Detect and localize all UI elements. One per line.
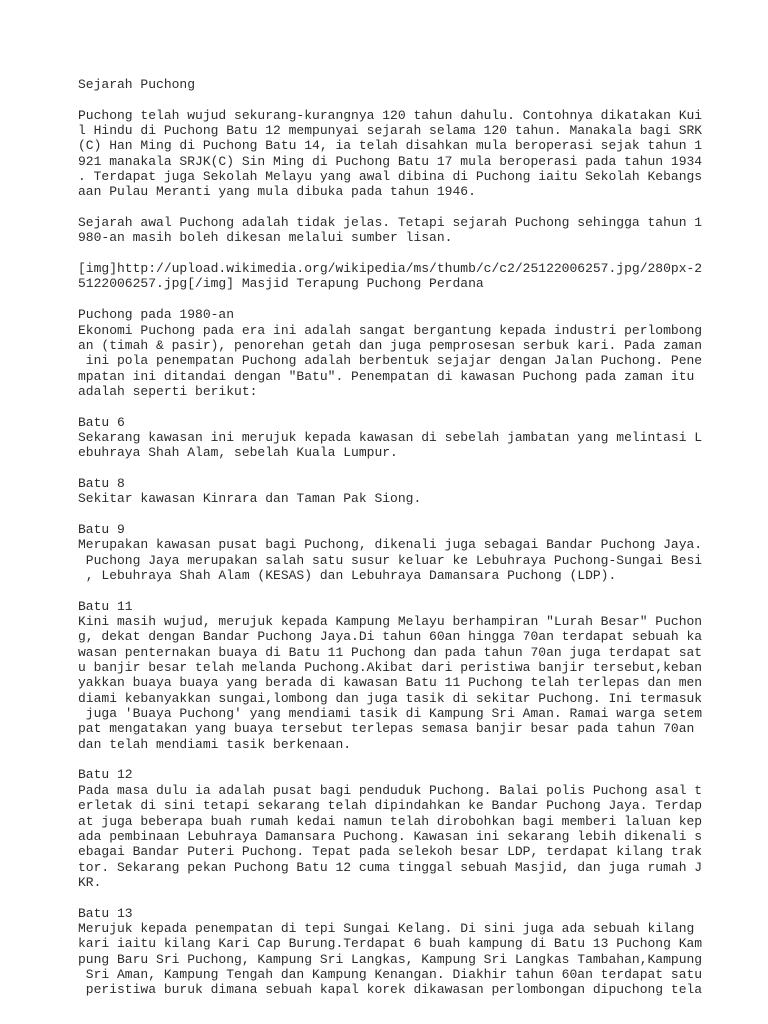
text-line: erletak di sini tetapi sekarang telah dipindahkan ke Bandar Puchong Jaya. Terdap <box>78 798 703 814</box>
text-line: Batu 8 <box>78 475 125 491</box>
text-line: pat mengatakan yang buaya tersebut terlepas semasa banjir besar pada tahun 70an <box>78 721 695 737</box>
text-line: kari iaitu kilang Kari Cap Burung.Terdapat 6 buah kampung di Batu 13 Puchong Kam <box>78 936 703 952</box>
text-line: Batu 12 <box>78 767 133 783</box>
paragraph-spacer <box>78 507 728 522</box>
paragraph-spacer <box>78 890 728 905</box>
text-line: Kini masih wujud, merujuk kepada Kampung Melayu berhampiran "Lurah Besar" Puchon <box>78 614 703 630</box>
text-line: Sekarang kawasan ini merujuk kepada kawasan di sebelah jambatan yang melintasi L <box>78 429 703 445</box>
text-line: , Lebuhraya Shah Alam (KESAS) dan Lebuhraya Damansara Puchong (LDP). <box>78 568 617 583</box>
text-line: Sekitar kawasan Kinrara dan Taman Pak Siong. <box>78 491 422 507</box>
paragraph-spacer <box>78 200 728 215</box>
paragraph-spacer <box>78 583 728 598</box>
text-line: adalah seperti berikut: <box>78 383 258 399</box>
text-line: KR. <box>78 874 102 890</box>
text-line: Batu 9 <box>78 521 125 537</box>
text-line: Sejarah awal Puchong adalah tidak jelas. Tetapi sejarah Puchong sehingga tahun 1 <box>78 215 703 231</box>
section-1980s <box>78 307 728 399</box>
text-line: ebuhraya Shah Alam, sebelah Kuala Lumpur. <box>78 445 398 461</box>
section-batu-13 <box>78 906 728 998</box>
section-batu-6 <box>78 415 728 461</box>
text-line: (C) Han Ming di Puchong Batu 14, ia telah disahkan mula beroperasi sejak tahun 1 <box>78 138 703 154</box>
text-line: Sri Aman, Kampung Tengah dan Kampung Kenangan. Diakhir tahun 60an terdapat satu <box>78 966 703 982</box>
text-line: ada pembinaan Lebuhraya Damansara Puchong. Kawasan ini sekarang lebih dikenali s <box>78 828 703 844</box>
paragraph-spacer <box>78 752 728 767</box>
image-tag-text <box>78 261 728 292</box>
paragraph-spacer <box>78 292 728 307</box>
text-line: an (timah & pasir), penorehan getah dan juga pemprosesan serbuk kari. Pada zaman <box>78 337 703 353</box>
text-line: 5122006257.jpg[/img] Masjid Terapung Puchong Perdana <box>78 276 484 292</box>
text-line: Merupakan kawasan pusat bagi Puchong, dikenali juga sebagai Bandar Puchong Jaya. <box>78 537 703 553</box>
text-line: wasan penternakan buaya di Batu 11 Puchong dan pada tahun 70an juga terdapat sat <box>78 644 703 660</box>
paragraph-spacer <box>78 399 728 414</box>
text-line: at juga beberapa buah rumah kedai namun telah dirobohkan bagi memberi laluan kep <box>78 813 703 829</box>
text-line: [img]http://upload.wikimedia.org/wikipedia/ms/thumb/c/c2/25122006257.jpg/280px-2 <box>78 261 703 277</box>
text-line: aan Pulau Meranti yang mula dibuka pada tahun 1946. <box>78 184 476 200</box>
text-line: u banjir besar telah melanda Puchong.Akibat dari peristiwa banjir tersebut,keban <box>78 660 703 676</box>
text-line: peristiwa buruk dimana sebuah kapal korek dikawasan perlombongan dipuchong tela <box>78 982 703 998</box>
text-line: Puchong telah wujud sekurang-kurangnya 120 tahun dahulu. Contohnya dikatakan Kui <box>78 107 703 123</box>
text-line: Pada masa dulu ia adalah pusat bagi penduduk Puchong. Balai polis Puchong asal t <box>78 782 703 798</box>
text-line: pung Baru Sri Puchong, Kampung Sri Langkas, Kampung Sri Langkas Tambahan,Kampung <box>78 951 703 967</box>
paragraph-spacer <box>78 246 728 261</box>
section-batu-9 <box>78 522 728 583</box>
text-line: tor. Sekarang pekan Puchong Batu 12 cuma tinggal sebuah Masjid, dan juga rumah J <box>78 859 703 875</box>
text-line: diami kebanyakkan sungai,lombong dan juga tasik di sekitar Puchong. Ini termasuk <box>78 690 703 706</box>
page-title <box>78 77 728 92</box>
text-line: Batu 6 <box>78 414 125 430</box>
text-line: 921 manakala SRJK(C) Sin Ming di Puchong Batu 17 mula beroperasi pada tahun 1934 <box>78 153 703 169</box>
paragraph-spacer <box>78 461 728 476</box>
document-page <box>78 77 728 998</box>
text-line: yakkan buaya buaya yang berada di kawasan Batu 11 Puchong telah terlepas dan men <box>78 675 703 691</box>
paragraph-intro <box>78 108 728 200</box>
text-line: . Terdapat juga Sekolah Melayu yang awal dibina di Puchong iaitu Sekolah Kebangs <box>78 169 703 185</box>
text-line: Batu 13 <box>78 905 133 921</box>
text-line: Sejarah Puchong <box>78 77 196 92</box>
text-line: Batu 11 <box>78 598 133 614</box>
text-line: Puchong Jaya merupakan salah satu susur keluar ke Lebuhraya Puchong-Sungai Besi <box>78 552 703 568</box>
section-batu-11 <box>78 599 728 752</box>
text-line: Ekonomi Puchong pada era ini adalah sangat bergantung kepada industri perlombong <box>78 322 703 338</box>
paragraph-spacer <box>78 92 728 107</box>
text-line: dan telah mendiami tasik berkenaan. <box>78 736 352 752</box>
section-batu-8 <box>78 476 728 507</box>
text-line: Merujuk kepada penempatan di tepi Sungai Kelang. Di sini juga ada sebuah kilang <box>78 920 695 936</box>
text-line: 980-an masih boleh dikesan melalui sumber lisan. <box>78 230 453 246</box>
section-batu-12 <box>78 767 728 890</box>
text-line: g, dekat dengan Bandar Puchong Jaya.Di tahun 60an hingga 70an terdapat sebuah ka <box>78 629 703 645</box>
text-line: l Hindu di Puchong Batu 12 mempunyai sejarah selama 120 tahun. Manakala bagi SRK <box>78 123 703 139</box>
text-line: Puchong pada 1980-an <box>78 307 235 323</box>
paragraph-early-history <box>78 215 728 246</box>
text-line: mpatan ini ditandai dengan "Batu". Penempatan di kawasan Puchong pada zaman itu <box>78 368 695 384</box>
text-line: ebagai Bandar Puteri Puchong. Tepat pada selekoh besar LDP, terdapat kilang trak <box>78 844 703 860</box>
text-line: ini pola penempatan Puchong adalah berbentuk sejajar dengan Jalan Puchong. Pene <box>78 353 703 369</box>
text-line: juga 'Buaya Puchong' yang mendiami tasik di Kampung Sri Aman. Ramai warga setem <box>78 706 703 722</box>
